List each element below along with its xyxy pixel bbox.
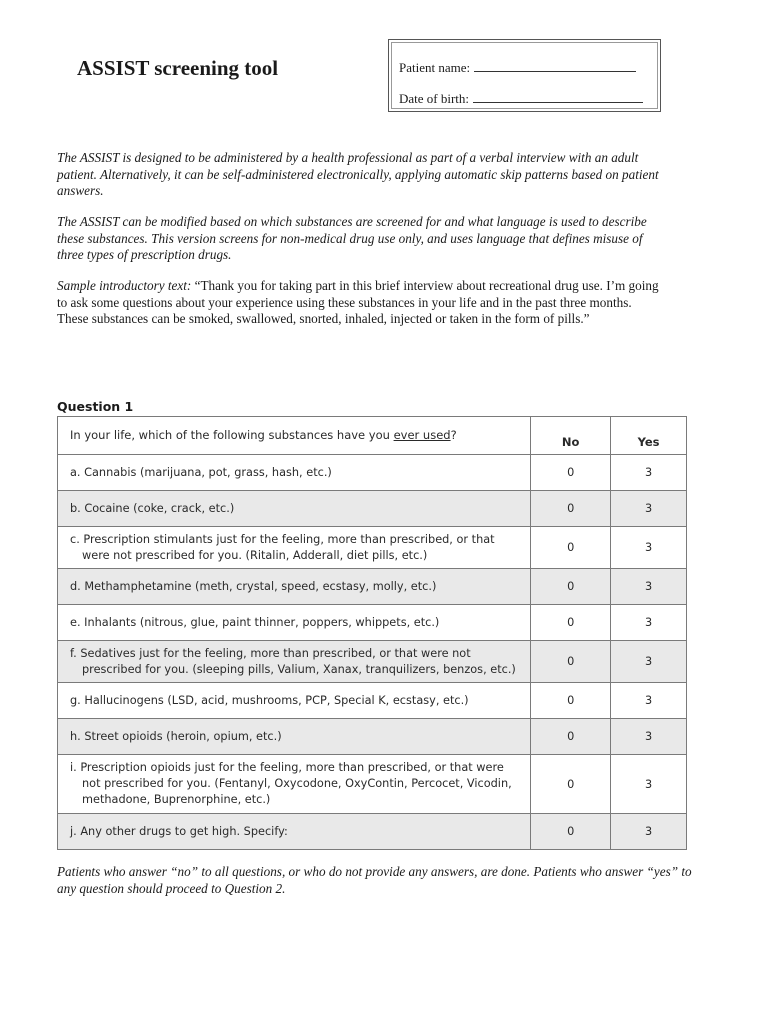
substance-label: b. Cocaine (coke, crack, etc.): [58, 491, 531, 527]
answer-yes-cell[interactable]: 3: [611, 683, 687, 719]
answer-no-cell[interactable]: 0: [531, 719, 611, 755]
patient-name-field[interactable]: [474, 61, 636, 72]
answer-yes-cell[interactable]: 3: [611, 641, 687, 683]
table-row: [58, 683, 687, 719]
answer-yes-cell[interactable]: 3: [611, 455, 687, 491]
answer-no-cell[interactable]: 0: [531, 755, 611, 814]
table-row: [58, 755, 687, 814]
substance-label: f. Sedatives just for the feeling, more than prescribed, or that were not prescribed for you. (sleeping pills, Valium, Xanax, tranquilizers, benzos, etc.): [70, 646, 516, 676]
answer-yes-cell[interactable]: 3: [611, 814, 687, 850]
answer-no-cell[interactable]: 0: [531, 683, 611, 719]
table-row: [58, 814, 687, 850]
table-row: [58, 605, 687, 641]
dob-line: [399, 91, 643, 107]
table-row: [58, 527, 687, 569]
table-row: [58, 491, 687, 527]
answer-yes-cell[interactable]: 3: [611, 605, 687, 641]
column-header-yes: Yes: [611, 417, 687, 455]
answer-yes-cell[interactable]: 3: [611, 569, 687, 605]
answer-yes-cell[interactable]: 3: [611, 491, 687, 527]
dob-field[interactable]: [473, 92, 643, 103]
question-1-label: Question 1: [57, 399, 134, 414]
instructions-footer: Patients who answer “no” to all questions, or who do not provide any answers, are done. Patients who answer “yes” to any question should proceed to Question 2.: [57, 864, 692, 896]
substance-label: g. Hallucinogens (LSD, acid, mushrooms, PCP, Special K, ecstasy, etc.): [58, 683, 531, 719]
dob-label: Date of birth:: [399, 91, 470, 106]
table-row: [58, 569, 687, 605]
patient-name-line: [399, 60, 636, 76]
substance-label: a. Cannabis (marijuana, pot, grass, hash, etc.): [58, 455, 531, 491]
ever-used-emphasis: ever used: [393, 428, 451, 442]
sample-intro-label: Sample introductory text:: [57, 278, 192, 293]
patient-info-box: [388, 39, 661, 112]
answer-no-cell[interactable]: 0: [531, 605, 611, 641]
answer-yes-cell[interactable]: 3: [611, 527, 687, 569]
answer-no-cell[interactable]: 0: [531, 814, 611, 850]
substance-label: e. Inhalants (nitrous, glue, paint thinner, poppers, whippets, etc.): [58, 605, 531, 641]
substance-label: j. Any other drugs to get high. Specify:: [58, 814, 531, 850]
answer-no-cell[interactable]: 0: [531, 455, 611, 491]
substance-label: c. Prescription stimulants just for the feeling, more than prescribed, or that were not prescribed for you. (Ritalin, Adderall, diet pills, etc.): [70, 532, 495, 562]
answer-no-cell[interactable]: 0: [531, 641, 611, 683]
table-header-row: [58, 417, 687, 455]
table-row: [58, 455, 687, 491]
answer-yes-cell[interactable]: 3: [611, 755, 687, 814]
substance-label: h. Street opioids (heroin, opium, etc.): [58, 719, 531, 755]
sample-intro-text: “Thank you for taking part in this brief interview about recreational drug use. I’m going to ask some questions about your experience using these substances in your life and in the past three months. These substances can be smoked, swallowed, snorted, inhaled, injected or taken in the form of pills.”: [57, 278, 659, 326]
question-1-table: [57, 416, 687, 850]
table-row: [58, 641, 687, 683]
table-row: [58, 719, 687, 755]
answer-yes-cell[interactable]: 3: [611, 719, 687, 755]
question-prompt: In your life, which of the following substances have you ever used?: [58, 417, 531, 455]
intro-paragraph-2: The ASSIST can be modified based on which substances are screened for and what language is used to describe these substances. This version screens for non-medical drug use only, and uses language that defines misuse of three types of prescription drugs.: [57, 214, 647, 262]
intro-paragraph-1: The ASSIST is designed to be administered by a health professional as part of a verbal interview with an adult patient. Alternatively, it can be self-administered electronically, applying automatic skip patterns based on patient answers.: [57, 150, 659, 198]
answer-no-cell[interactable]: 0: [531, 491, 611, 527]
column-header-no: No: [531, 417, 611, 455]
substance-label: i. Prescription opioids just for the feeling, more than prescribed, or that were not prescribed for you. (Fentanyl, Oxycodone, OxyContin, Percocet, Vicodin, methadone, Buprenorphine, etc.): [70, 761, 512, 806]
answer-no-cell[interactable]: 0: [531, 569, 611, 605]
page-title: ASSIST screening tool: [77, 56, 279, 80]
intro-paragraph-3: [57, 278, 662, 328]
substance-label: d. Methamphetamine (meth, crystal, speed, ecstasy, molly, etc.): [58, 569, 531, 605]
patient-name-label: Patient name:: [399, 60, 471, 75]
answer-no-cell[interactable]: 0: [531, 527, 611, 569]
